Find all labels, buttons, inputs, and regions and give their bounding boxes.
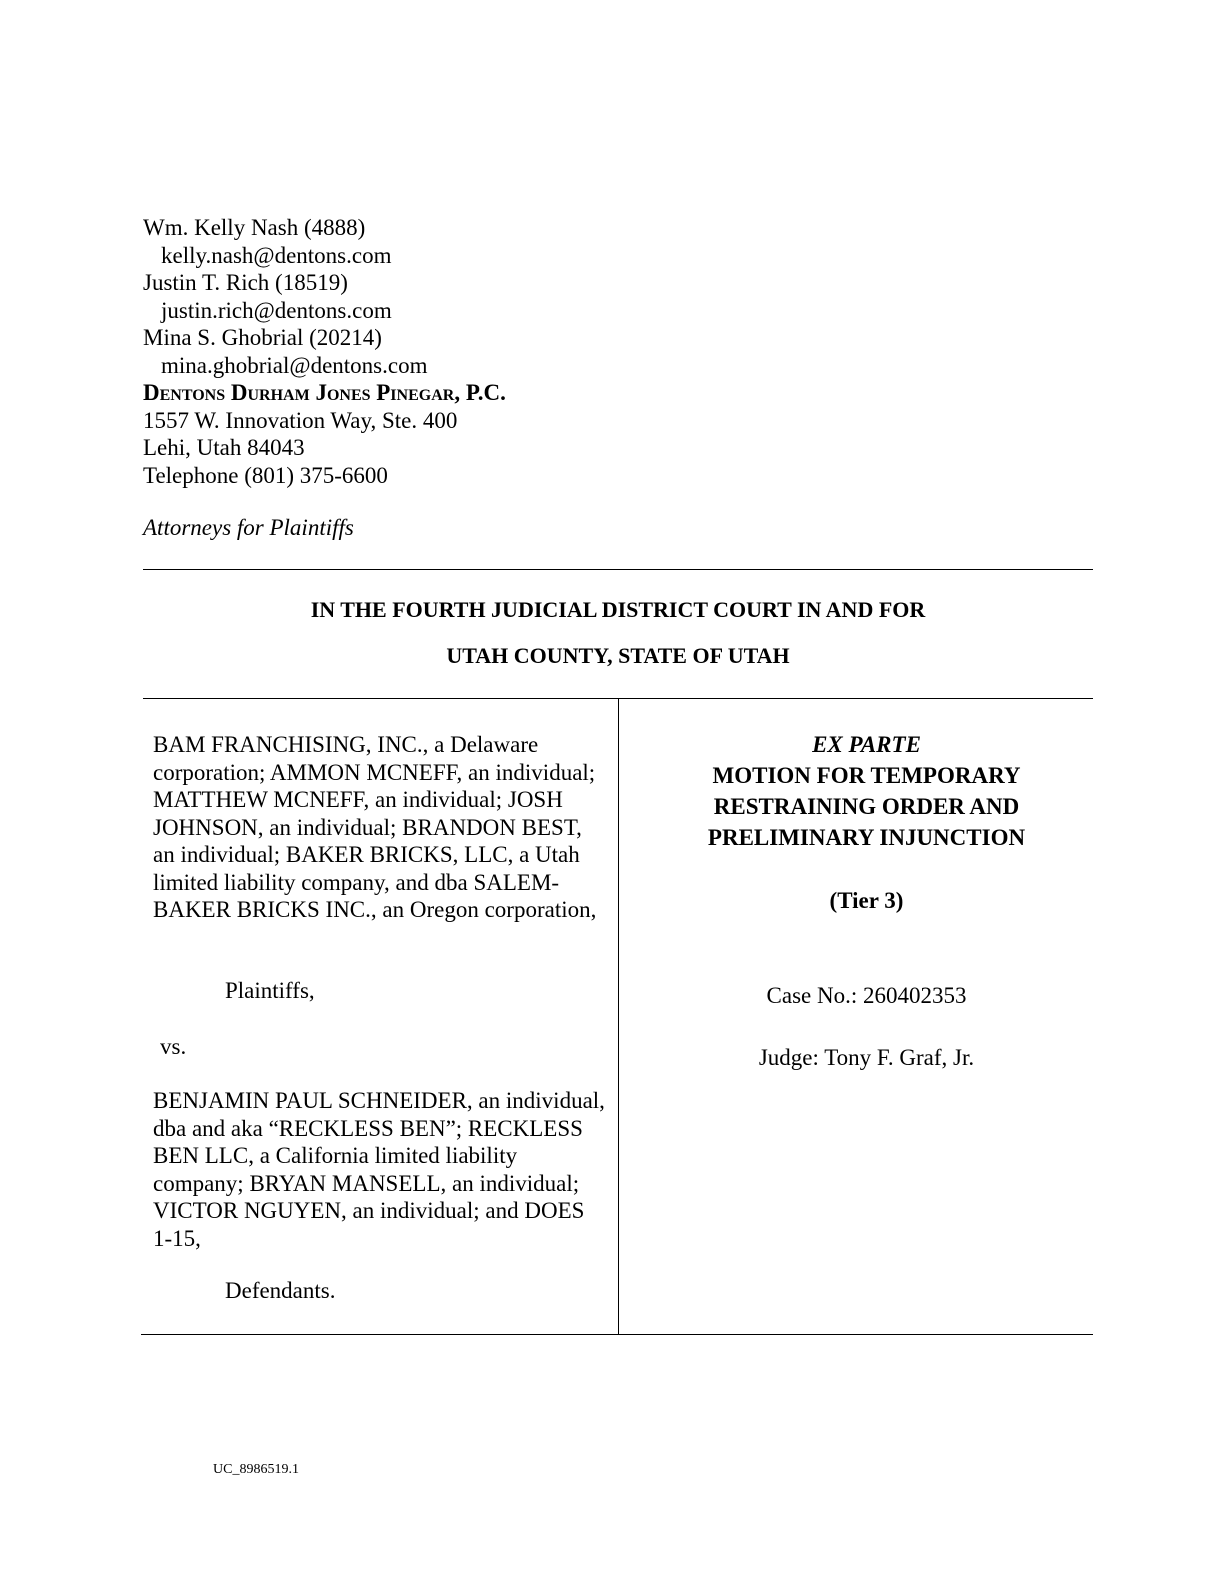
motion-title-line3: RESTRAINING ORDER AND [713,794,1020,819]
attorney-name: Wm. Kelly Nash (4888) [143,215,366,240]
attorney-name: Justin T. Rich (18519) [143,270,348,295]
attorney-name: Mina S. Ghobrial (20214) [143,325,382,350]
header-divider [143,569,1093,570]
case-number: Case No.: 260402353 [766,983,967,1008]
firm-address-line1: 1557 W. Innovation Way, Ste. 400 [143,407,458,433]
defendants-label: Defendants. [225,1278,336,1303]
attorney-block [143,214,506,489]
versus-label: vs. [160,1034,187,1059]
motion-title-line1: EX PARTE [812,732,921,757]
plaintiffs-label: Plaintiffs, [225,978,315,1003]
judge-name: Judge: Tony F. Graf, Jr. [758,1045,975,1070]
firm-name: Dentons Durham Jones Pinegar, P.C. [143,380,506,405]
counsel-role: Attorneys for Plaintiffs [143,515,354,540]
tier-label: (Tier 3) [829,888,904,913]
document-id: UC_8986519.1 [213,1462,299,1477]
court-title-line1: IN THE FOURTH JUDICIAL DISTRICT COURT IN AND FOR [310,597,926,622]
attorney-email: mina.ghobrial@dentons.com [161,352,428,378]
caption-bottom-divider [141,1334,1093,1335]
motion-title-line4: PRELIMINARY INJUNCTION [707,825,1026,850]
plaintiffs-list: BAM FRANCHISING, INC., a Delaware corporation; AMMON MCNEFF, an individual; MATTHEW MCNEFF, an individual; JOSH JOHNSON, an individual; BRANDON BEST, an individual; BAKER BRICKS, LLC, a Utah limited liability company, and dba SALEM-BAKER BRICKS INC., an Oregon corporation, [153,732,597,922]
attorney-email: kelly.nash@dentons.com [161,242,392,268]
attorney-email: justin.rich@dentons.com [161,297,392,323]
court-title-line2: UTAH COUNTY, STATE OF UTAH [446,643,790,668]
defendants-list: BENJAMIN PAUL SCHNEIDER, an individual, dba and aka “RECKLESS BEN”; RECKLESS BEN LLC, a California limited liability company; BRYAN MANSELL, an individual; VICTOR NGUYEN, an individual; and DOES 1-15, [153,1088,605,1251]
motion-title [620,729,1113,853]
firm-phone: Telephone (801) 375-6600 [143,462,388,488]
motion-title-line2: MOTION FOR TEMPORARY [712,763,1021,788]
firm-address-line2: Lehi, Utah 84043 [143,435,305,460]
caption-column-divider [618,698,619,1335]
